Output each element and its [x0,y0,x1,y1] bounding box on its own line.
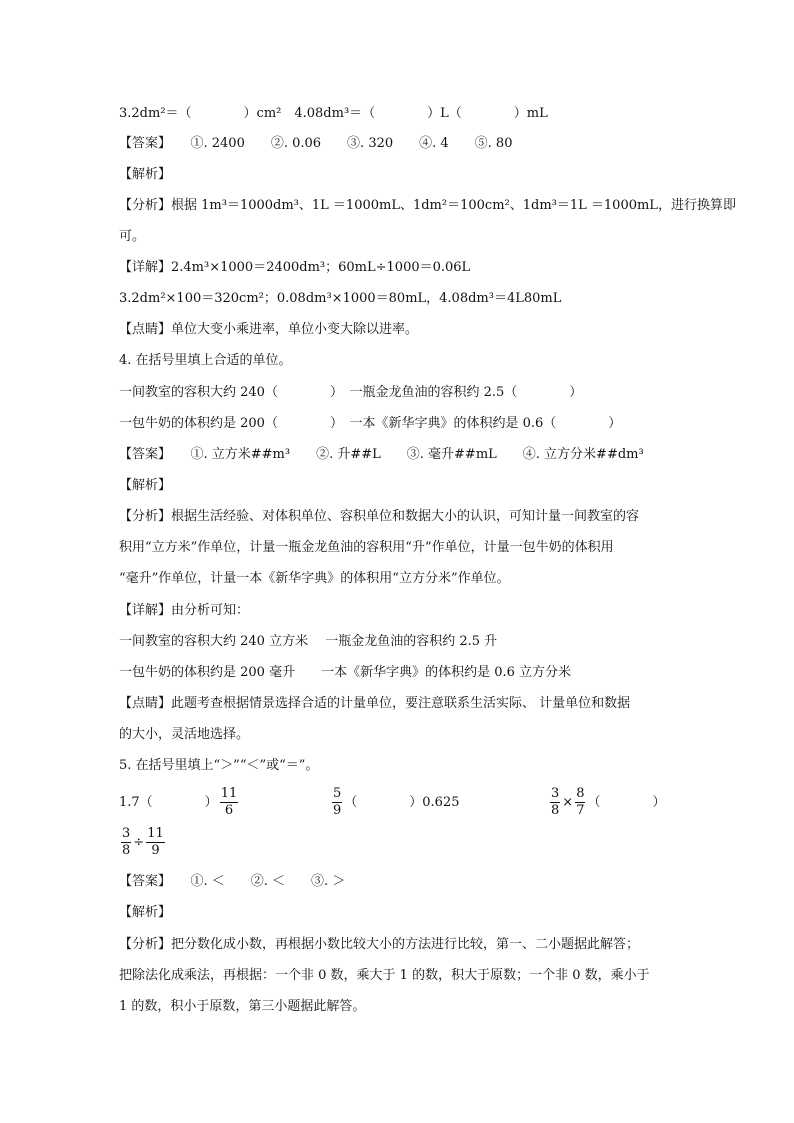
analysis-5-line1: 【分析】把分数化成小数，再根据小数比较大小的方法进行比较，第一、二小题据此解答； [119,937,640,952]
detail-3-line1: 【详解】2.4m³×1000＝2400dm³；60mL÷1000＝0.06L [119,260,471,275]
operator: ÷ [133,835,145,850]
operator: × [562,795,574,810]
tip-4-line1: 【点睛】此题考查根据情景选择合适的计量单位，要注意联系生活实际、 计量单位和数据 [119,696,631,711]
fraction [550,786,560,819]
detail-4-heading: 【详解】由分析可知： [119,603,250,618]
line-1: 3.2dm²＝（ ）cm² 4.08dm³＝（ ）L（ ）mL [119,106,548,121]
q5-item-2 [330,786,460,820]
numerator: 3 [551,786,560,801]
numerator: 3 [122,826,131,841]
q5-item2-suffix: （ ）0.625 [344,795,460,810]
denominator: 6 [224,803,234,818]
q5-item-3 [548,786,665,820]
fraction [121,826,131,859]
analysis-5-line2: 把除法化成乘法，再根据：一个非 0 数，乘大于 1 的数，积大于原数；一个非 0 数，乘小于 [119,968,650,983]
answer-3: 【答案】 ①. 2400 ②. 0.06 ③. 320 ④. 4 ⑤. 80 [119,136,513,151]
answer-5: 【答案】 ①. ＜ ②. ＜ ③. ＞ [119,874,346,889]
question-4-line1: 一间教室的容积大约 240（ ） 一瓶金龙鱼油的容积约 2.5（ ） [119,385,583,400]
analysis-5-line3: 1 的数，积小于原数，第三小题据此解答。 [119,999,366,1014]
q5-item-4 [119,826,167,860]
numerator: 5 [333,786,342,801]
analysis-4-line3: “毫升”作单位，计量一本《新华字典》的体积用“立方分米”作单位。 [119,571,510,586]
fraction [332,786,342,819]
analysis-heading-3: 【解析】 [119,167,172,182]
q5-item-1 [119,786,240,820]
question-4-line2: 一包牛奶的体积约是 200（ ） 一本《新华字典》的体积约是 0.6（ ） [119,416,622,431]
analysis-3-line1: 【分析】根据 1m³＝1000dm³、1L ＝1000mL、1dm²＝100cm²、1dm³＝1L ＝1000mL，进行换算即 [119,198,736,213]
question-4-title: 4. 在括号里填上合适的单位。 [119,353,292,368]
fraction [575,786,585,819]
q5-item1-prefix: 1.7（ ） [119,795,218,810]
numerator: 11 [220,786,238,801]
analysis-heading-5: 【解析】 [119,905,172,920]
analysis-heading-4: 【解析】 [119,478,172,493]
detail-4-line1: 一间教室的容积大约 240 立方米 一瓶金龙鱼油的容积约 2.5 升 [119,634,498,649]
question-5-title: 5. 在括号里填上“＞”“＜”或“＝”。 [119,758,319,773]
analysis-4-line1: 【分析】根据生活经验、对体积单位、容积单位和数据大小的认识，可知计量一间教室的容 [119,509,640,524]
tip-4-line2: 的大小，灵活地选择。 [119,727,250,742]
detail-4-line2: 一包牛奶的体积约是 200 毫升 一本《新华字典》的体积约是 0.6 立方分米 [119,665,572,680]
analysis-4-line2: 积用“立方米”作单位，计量一瓶金龙鱼油的容积用“升”作单位，计量一包牛奶的体积用 [119,540,614,555]
q5-item3-suffix: （ ） [587,795,666,810]
denominator: 8 [122,843,131,858]
detail-3-line2: 3.2dm²×100＝320cm²；0.08dm³×1000＝80mL，4.08dm³＝4L80mL [119,291,562,306]
tip-3: 【点睛】单位大变小乘进率，单位小变大除以进率。 [119,322,419,337]
answer-4: 【答案】 ①. 立方米##m³ ②. 升##L ③. 毫升##mL ④. 立方分米##dm³ [119,447,644,462]
denominator: 9 [151,843,160,858]
denominator: 9 [333,803,342,818]
fraction [146,826,165,859]
analysis-3-line2: 可。 [119,229,146,244]
numerator: 8 [576,786,585,801]
numerator: 11 [147,826,164,841]
denominator: 8 [551,803,560,818]
fraction [220,786,239,819]
denominator: 7 [576,803,585,818]
